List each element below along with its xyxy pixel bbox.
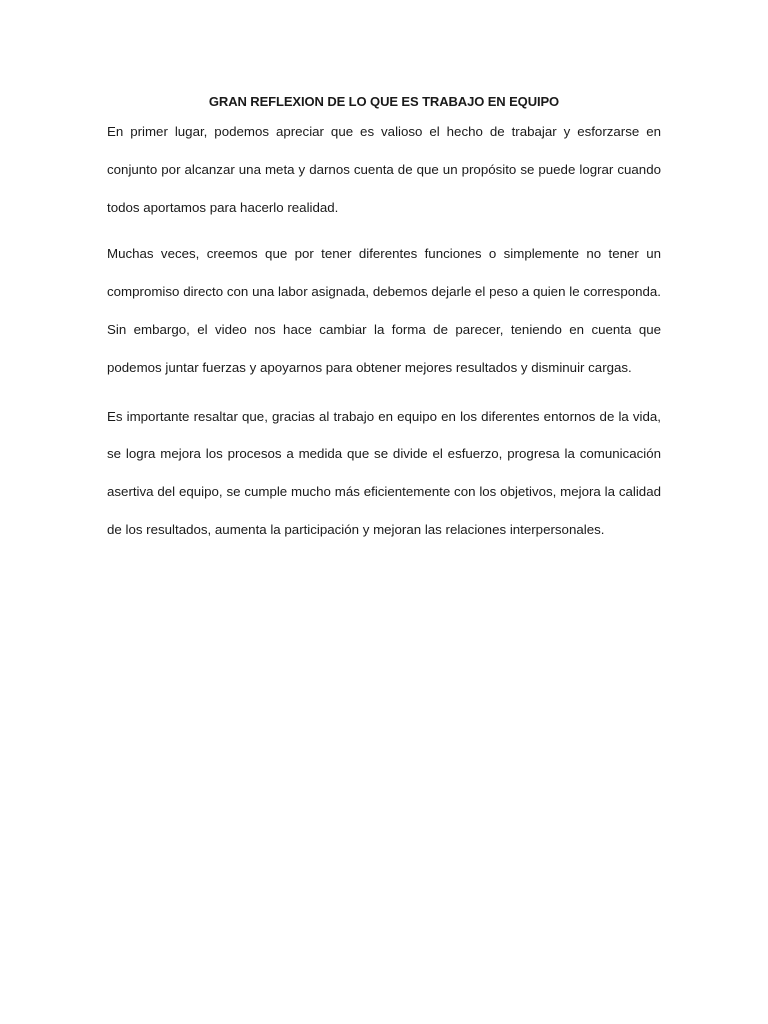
paragraph-2: Muchas veces, creemos que por tener diferentes funciones o simplemente no tener un compromiso directo con una labor asignada, debemos dejarle el peso a quien le corresponda. Sin embargo, el video nos hace cambiar la forma de parecer, teniendo en cuenta que podemos juntar fuerzas y apoyarnos para obtener mejores resultados y disminuir cargas.: [107, 246, 661, 375]
paragraph-3: Es importante resaltar que, gracias al trabajo en equipo en los diferentes entornos de la vida, se logra mejora los procesos a medida que se divide el esfuerzo, progresa la comunicación asertiva del equipo, se cumple mucho más eficientemente con los objetivos, mejora la calidad de los resultados, aumenta la participación y mejoran las relaciones interpersonales.: [107, 408, 661, 537]
document-page: [107, 92, 661, 549]
document-title: GRAN REFLEXION DE LO QUE ES TRABAJO EN EQUIPO: [208, 94, 560, 109]
paragraph-1: En primer lugar, podemos apreciar que es valioso el hecho de trabajar y esforzarse en conjunto por alcanzar una meta y darnos cuenta de que un propósito se puede lograr cuando todos aportamos para hacerlo realidad.: [107, 124, 661, 215]
